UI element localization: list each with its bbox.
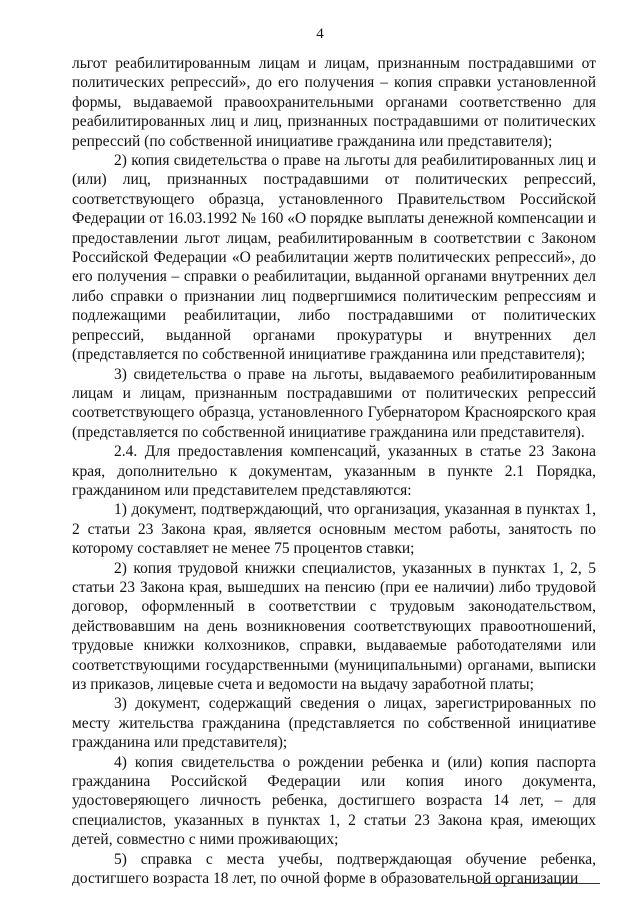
page-number: 4 (316, 26, 324, 42)
paragraph-section-2-4: 2.4. Для предоставления компенсаций, указанных в статье 23 Закона края, дополнительно к документам, указанным в пункте 2.1 Порядка, гражданином или представителем представляются: (72, 443, 596, 499)
paragraph-list-item-5: 5) справка с места учебы, подтверждающая обучение ребенка, достигшего возраста 18 лет, по очной форме в образовательной организации (72, 850, 596, 888)
paragraph-item-2: 2) копия свидетельства о праве на льготы для реабилитированных лиц и (или) лиц, признанных пострадавшими от политических репрессий, соответствующего образца, установленного Правительством Российской Федерации от 16.03.1992 № 160 «О порядке выплаты денежной компенсации и предоставлении льгот лицам, реабилитированным в соответствии с Законом Российской Федерации «О реабилитации жертв политических репрессий», до его получения – справки о реабилитации, выданной органами внутренних дел либо справки о признании лиц подвергшимися политическим репрессиям и подлежащими реабилитации, либо пострадавшими от политических репрессий, выданной органами прокуратуры и внутренних дел (представляется по собственной инициативе гражданина или представителя); (72, 152, 596, 364)
paragraph-list-item-1: 1) документ, подтверждающий, что организация, указанная в пунктах 1, 2 статьи 23 Закона края, является основным местом работы, занятость по которому составляет не менее 75 процентов ставки; (72, 501, 596, 558)
document-body (72, 54, 596, 888)
paragraph-item-3: 3) свидетельства о праве на льготы, выдаваемого реабилитированным лицам и лицам, признанным пострадавшими от политических репрессий соответствующего образца, установленного Губернатором Красноярского края (представляется по собственной инициативе гражданина или представителя). (72, 365, 596, 441)
paragraph-continuation: льгот реабилитированным лицам и лицам, признанным пострадавшими от политических репрессий», до его получения – копия справки установленной формы, выдаваемой правоохранительными органами соответственно для реабилитированных лиц и лиц, признанных пострадавшими от политических репрессий (по собственной инициативе гражданина или представителя); (72, 55, 596, 150)
paragraph-list-item-3: 3) документ, содержащий сведения о лицах, зарегистрированных по месту жительства гражданина (представляется по собственной инициативе гражданина или представителя); (72, 695, 596, 752)
footer-rule (474, 883, 600, 884)
paragraph-list-item-2: 2) копия трудовой книжки специалистов, указанных в пунктах 1, 2, 5 статьи 23 Закона края, вышедших на пенсию (при ее наличии) либо трудовой договор, оформленный в соответствии с трудовым законодательством, действовавшим на день возникновения соответствующих правоотношений, трудовые книжки колхозников, справки, выдаваемые работодателями или соответствующими государственными (муниципальными) органами, выписки из приказов, лицевые счета и ведомости на выдачу заработной платы; (72, 559, 596, 693)
paragraph-list-item-4: 4) копия свидетельства о рождении ребенка и (или) копия паспорта гражданина Российской Федерации или копия иного документа, удостоверяющего личность ребенка, достигшего возраста 14 лет, – для специалистов, указанных в пунктах 1, 2 статьи 23 Закона края, имеющих детей, совместно с ними проживающих; (72, 753, 596, 849)
